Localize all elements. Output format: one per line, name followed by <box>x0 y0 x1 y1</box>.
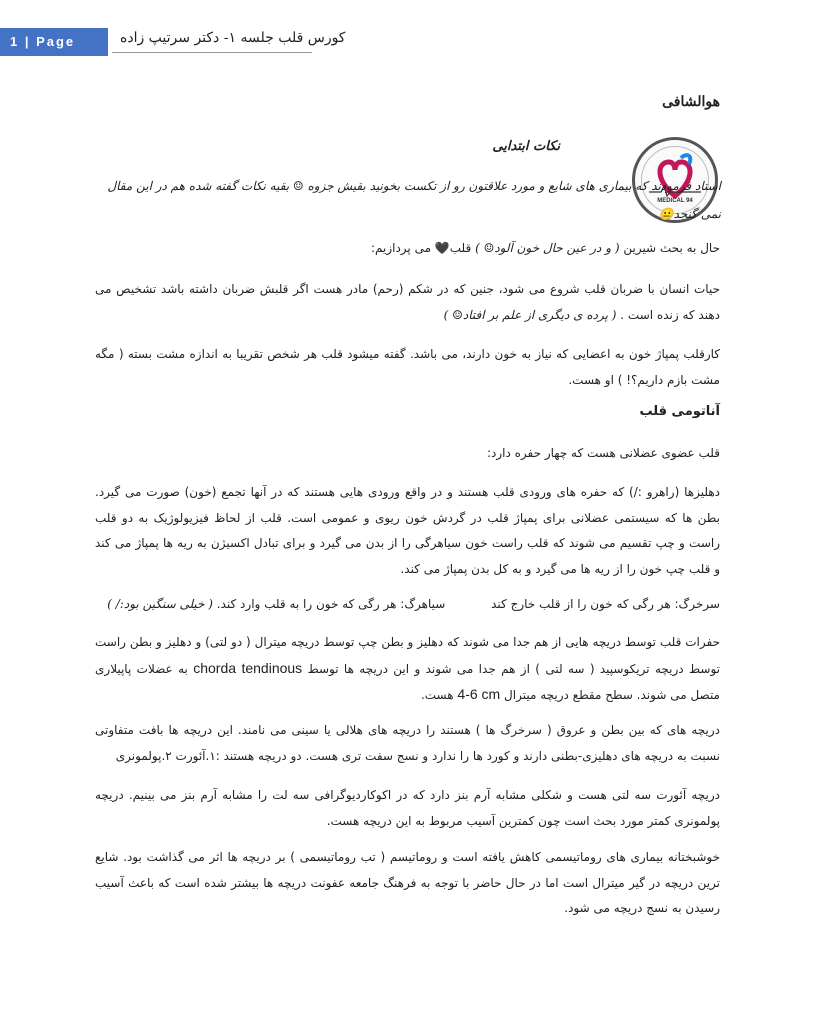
p9-text: دریچه آئورت سه لتی هست و شکلی مشابه آرم بنز دارد که در اکوکاردیوگرافی سه لت را مشابه آرم بنز می بینیم. دریچه پولمونری کمتر مورد بحث است چون کمترین آسیب مربوط به این دریچه هست. <box>95 788 720 828</box>
p6-artery: سرخرگ: هر رگی که خون را از قلب خارج کند <box>491 597 720 611</box>
paragraph-5 <box>95 480 720 582</box>
course-title: کورس قلب جلسه ۱- دکتر سرتیپ زاده <box>120 30 346 46</box>
p7-text-a: حفرات قلب توسط دریچه هایی از هم جدا می شوند که دهلیز و بطن چپ توسط دریچه میترال ( دو لتی) و دهلیز و بطن راست توسط دریچه تریکوسپید ( سه لتی ) از هم جدا می شوند و این دریچه ها توسط <box>95 635 720 676</box>
greeting-heading: هوالشافی <box>662 94 720 110</box>
intro-title: نکات ابتدایی <box>492 139 560 154</box>
p10-text: خوشبختانه بیماری های روماتیسمی کاهش یافته است و روماتیسم ( تب روماتیسمی ) بر دریچه ها اثر می گذاشت بود. شایع ترین دریچه در گیر میترال است اما در حال حاضر با توجه به فرهنگ جامعه عفونت دریچه ها بیشتر شده است که باعث آسیب رسیدن به نسج دریچه می شود. <box>95 850 720 915</box>
p1-joke: ( و در عین حال خون آلود☺ ) <box>475 241 620 255</box>
p2-text: حیات انسان با ضربان قلب شروع می شود، جنین که در شکم (رحم) مادر هست اگر قلبش ضربان داشته باشد تشخیص می دهند که زنده است . <box>95 282 720 322</box>
paragraph-6 <box>95 592 720 618</box>
p7-text-b: به عضلات پاپیلاری متصل می شوند. سطح مقطع دریچه میترال <box>95 661 720 702</box>
p7-size: 4-6 cm <box>457 686 501 702</box>
p4-text: قلب عضوی عضلانی هست که چهار حفره دارد: <box>486 446 720 460</box>
anatomy-heading: آناتومی قلب <box>639 404 720 419</box>
page-number-badge: 1 | Page <box>0 28 108 56</box>
paragraph-3 <box>95 342 720 393</box>
paragraph-2 <box>95 277 720 328</box>
intro-text: استاد فرمودند که بیماری های شایع و مورد علاقتون رو از تکست بخونید بقیش جزوه ☺ بقیه نکات گفته شده هم در این مقال نمی گنجد😐 <box>107 179 721 221</box>
paragraph-1 <box>95 236 720 262</box>
p6-joke: ( خیلی سنگین بود:/ ) <box>107 597 213 611</box>
p6-vein: سیاهرگ: هر رگی که خون را به قلب وارد کند. <box>216 597 446 611</box>
paragraph-4 <box>95 441 720 467</box>
header-divider <box>112 52 312 53</box>
p5-text: دهلیزها (راهرو :/) که حفره های ورودی قلب هستند و در واقع ورودی هایی هستند که در آنها تجمع (خون) صورت می گیرد. بطن ها که سیستمی عضلانی برای پمپاژ قلب در گردش خون ریوی و عمومی است. قلب از لحاظ فیزیولوژیک به دو قلب راست و چپ تقسیم می شوند که قلب راست خون سیاهرگی را از بدن می گیرد و برای تبادل اکسیژن به ریه ها پمپاژ می کند و قلب چپ خون را از ریه ها می گیرد و به کل بدن پمپاژ می کند. <box>95 485 720 576</box>
paragraph-8 <box>95 718 720 769</box>
logo-text: MEDICAL 94 <box>657 198 693 204</box>
p1-text-c: قلب🖤 می پردازیم: <box>370 241 472 255</box>
paragraph-7 <box>95 630 720 709</box>
p2-joke: ( پرده ی دیگری از علم بر افتاد☺ ) <box>443 307 617 322</box>
p7-text-c: هست. <box>420 688 454 702</box>
p3-text: کارقلب پمپاژ خون به اعضایی که نیاز به خون دارند، می باشد. گفته میشود قلب هر شخص تقریبا به اندازه مشت بسته ( مگه مشت بازم داریم؟! ) او هست. <box>95 347 720 387</box>
paragraph-10 <box>95 845 720 922</box>
p8-text: دریچه های که بین بطن و عروق ( سرخرگ ها ) هستند را دریچه های هلالی یا سینی می نامند. این دریچه ها بافت متفاوتی نسبت به دریچه های دهلیزی-بطنی دارند و کورد ها را ندارد و نسج سفت تری هست. دو دریچه هستند :۱.آئورت ۲.پولمونری <box>95 723 720 763</box>
paragraph-9 <box>95 783 720 834</box>
p7-latin-term: chorda tendinous <box>193 659 303 676</box>
p1-text-a: حال به بحث شیرین <box>623 241 720 255</box>
